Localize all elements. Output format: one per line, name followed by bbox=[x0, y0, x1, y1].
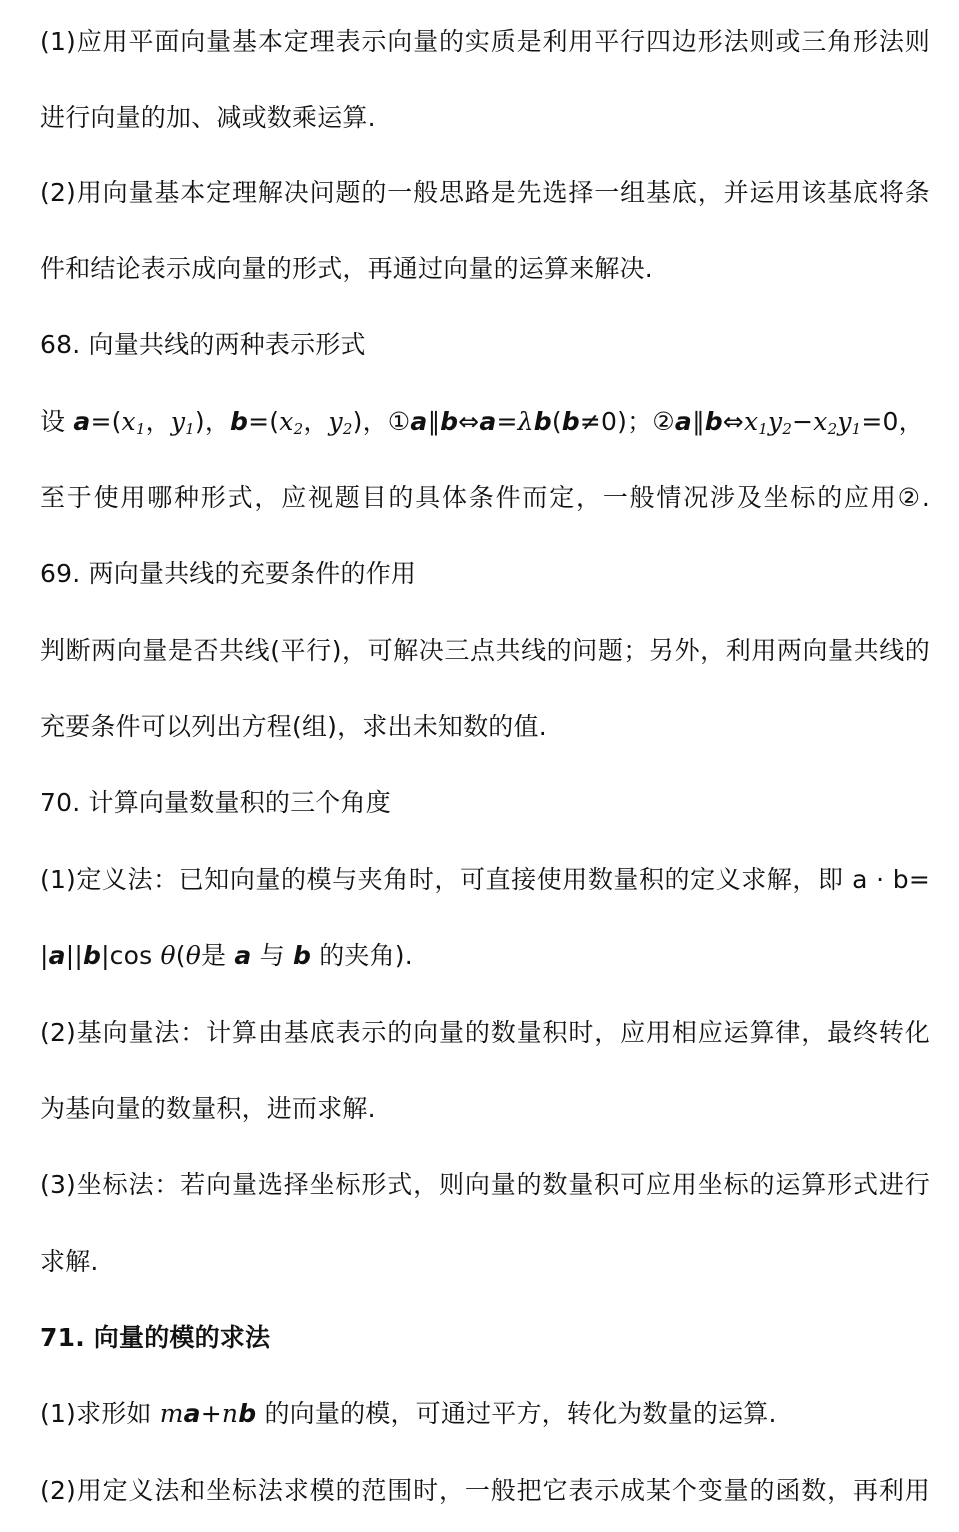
var-y2: $y_2$ bbox=[328, 407, 353, 438]
text-line-4: 件和结论表示成向量的形式，再通过向量的运算来解决. bbox=[40, 254, 653, 283]
section-heading-71: 71. 向量的模的求法 bbox=[40, 1323, 271, 1352]
vector-b: b bbox=[230, 407, 249, 436]
text-line-16: (3)坐标法：若向量选择坐标形式，则向量的数量积可应用坐标的运算形式进行 bbox=[40, 1170, 930, 1199]
math-line-collinear-forms: 设 $a=(x_1$，$y_1$)，$b=(x_2$，$y_2$)，①a∥b⇔a=λb(b≠0)；$②a\parallel b\Leftrightarrow x_1y_2-x_2y_1=0$， bbox=[40, 407, 924, 438]
text-line-14: (2)基向量法：计算由基底表示的向量的数量积时，应用相应运算律，最终转化 bbox=[40, 1018, 930, 1047]
var-y1: $y_1$ bbox=[170, 407, 195, 438]
section-heading-69: 69. 两向量共线的充要条件的作用 bbox=[40, 559, 417, 588]
text-line-17: 求解. bbox=[40, 1247, 99, 1276]
math-line-modulus: (1)求形如 ma+nb 的向量的模，可通过平方，转化为数量的运算. bbox=[40, 1399, 777, 1428]
text-line-10: 充要条件可以列出方程(组)，求出未知数的值. bbox=[40, 712, 547, 741]
text-line-3: (2)用向量基本定理解决问题的一般思路是先选择一组基底，并运用该基底将条 bbox=[40, 178, 930, 207]
text-line-1: (1)应用平面向量基本定理表示向量的实质是利用平行四边形法则或三角形法则 bbox=[40, 27, 930, 56]
text-line-7: 至于使用哪种形式，应视题目的具体条件而定，一般情况涉及坐标的应用②. bbox=[40, 483, 930, 512]
text-line-9: 判断两向量是否共线(平行)，可解决三点共线的问题；另外，利用两向量共线的 bbox=[40, 636, 930, 665]
text-line-2: 进行向量的加、减或数乘运算. bbox=[40, 103, 376, 132]
text-line-20: (2)用定义法和坐标法求模的范围时，一般把它表示成某个变量的函数，再利用 bbox=[40, 1476, 930, 1505]
var-x1: $x_1$ bbox=[121, 407, 146, 438]
var-x2: $x_2$ bbox=[279, 407, 304, 438]
text-she: 设 bbox=[40, 407, 74, 436]
vector-a: a bbox=[73, 407, 91, 436]
section-heading-70: 70. 计算向量数量积的三个角度 bbox=[40, 788, 391, 817]
section-heading-68: 68. 向量共线的两种表示形式 bbox=[40, 330, 366, 359]
math-line-dot-product: |a||b|cos θ(θ是 a 与 b 的夹角). bbox=[40, 941, 413, 970]
text-line-12: (1)定义法：已知向量的模与夹角时，可直接使用数量积的定义求解，即 a · b= bbox=[40, 865, 930, 894]
text-line-15: 为基向量的数量积，进而求解. bbox=[40, 1094, 376, 1123]
